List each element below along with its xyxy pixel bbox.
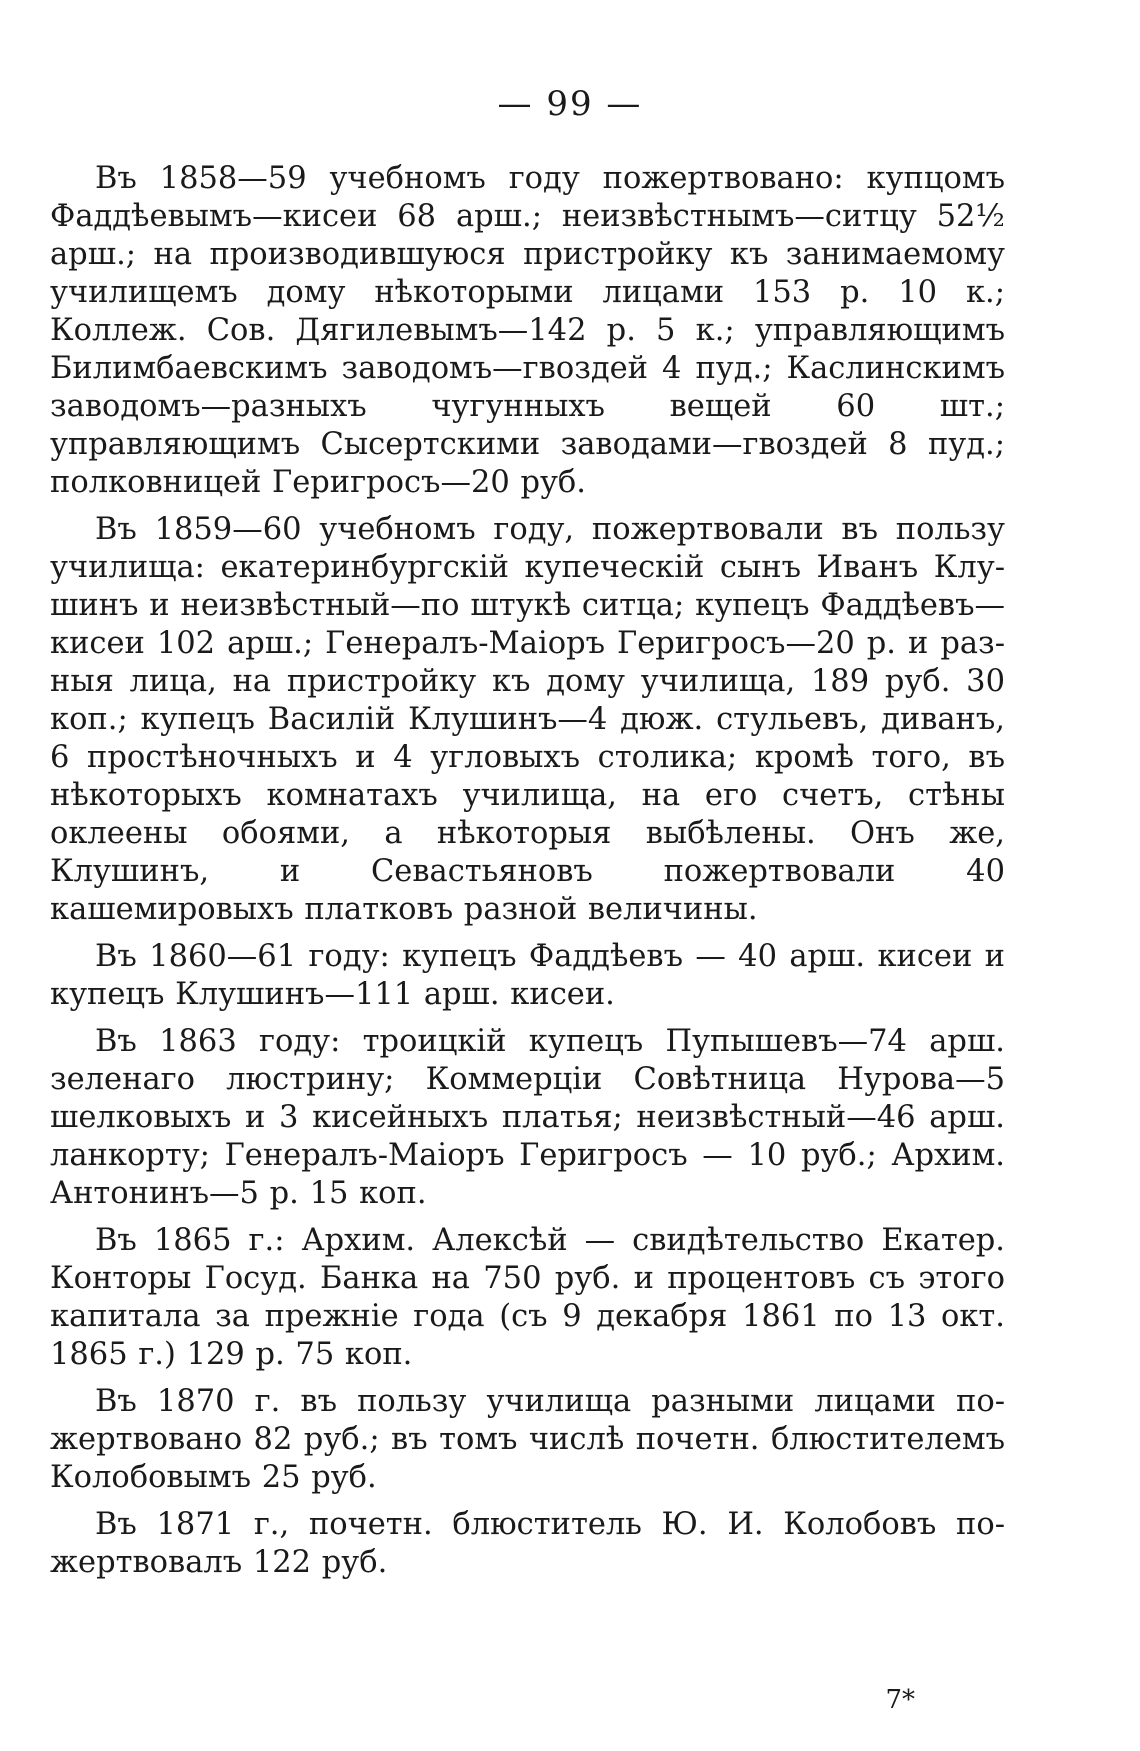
body-text [50,160,1005,1591]
paragraph-1870: Въ 1870 г. въ пользу училища разными лицами пожертвовано 82 руб.; въ томъ числѣ почетн. блюстителемъ Колобовымъ 25 руб. [50,1384,1005,1495]
paragraph-1871: Въ 1871 г., почетн. блюститель Ю. И. Колобовъ пожертвовалъ 122 руб. [50,1507,1005,1580]
paragraph-1865: Въ 1865 г.: Архим. Алексѣй — свидѣтельство Екатер. Конторы Госуд. Банка на 750 руб. и процентовъ съ этого капитала за прежніе года (съ 9 декабря 1861 по 13 окт. 1865 г.) 129 р. 75 коп. [50,1223,1005,1372]
paragraph-1860: Въ 1860—61 году: купецъ Фаддѣевъ — 40 арш. кисеи и купецъ Клушинъ—111 арш. кисеи. [50,939,1005,1012]
paragraph-1858: Въ 1858—59 учебномъ году пожертвовано: купцомъ Фаддѣевымъ—кисеи 68 арш.; неизвѣстнымъ—ситцу 52½ арш.; на производившуюся пристройку къ занимаемому училищемъ дому нѣкоторыми лицами 153 р. 10 к.; Коллеж. Сов. Дягилевымъ—142 р. 5 к.; управляющимъ Билимбаевскимъ заводомъ—гвоздей 4 пуд.; Каслинскимъ заводомъ—разныхъ чугунныхъ вещей 60 шт.; управляющимъ Сысертскими заводами—гвоздей 8 пуд.; полковницей Геригросъ—20 руб. [50,161,1005,500]
paragraph-1863: Въ 1863 году: троицкій купецъ Пупышевъ—74 арш. зеленаго люстрину; Коммерціи Совѣтница Нурова—5 шелковыхъ и 3 кисейныхъ платья; неизвѣстный—46 арш. ланкорту; Генералъ-Маіоръ Геригросъ — 10 руб.; Архим. Антонинъ—5 р. 15 коп. [50,1024,1005,1211]
page-number: — 99 — [497,84,643,124]
signature-mark: 7* [885,1685,915,1715]
paragraph-1859: Въ 1859—60 учебномъ году, пожертвовали въ пользу училища: екатеринбургскій купеческій сынъ Иванъ Клушинъ и неизвѣстный—по штукѣ ситца; купецъ Фаддѣевъ—кисеи 102 арш.; Генералъ-Маіоръ Геригросъ—20 р. и разныя лица, на пристройку къ дому училища, 189 руб. 30 коп.; купецъ Василій Клушинъ—4 дюж. стульевъ, диванъ, 6 простѣночныхъ и 4 угловыхъ столика; кромѣ того, въ нѣкоторыхъ комнатахъ училища, на его счетъ, стѣны оклеены обоями, а нѣкоторыя выбѣлены. Онъ же, Клушинъ, и Севастьяновъ пожертвовали 40 кашемировыхъ платковъ разной величины. [50,512,1005,927]
